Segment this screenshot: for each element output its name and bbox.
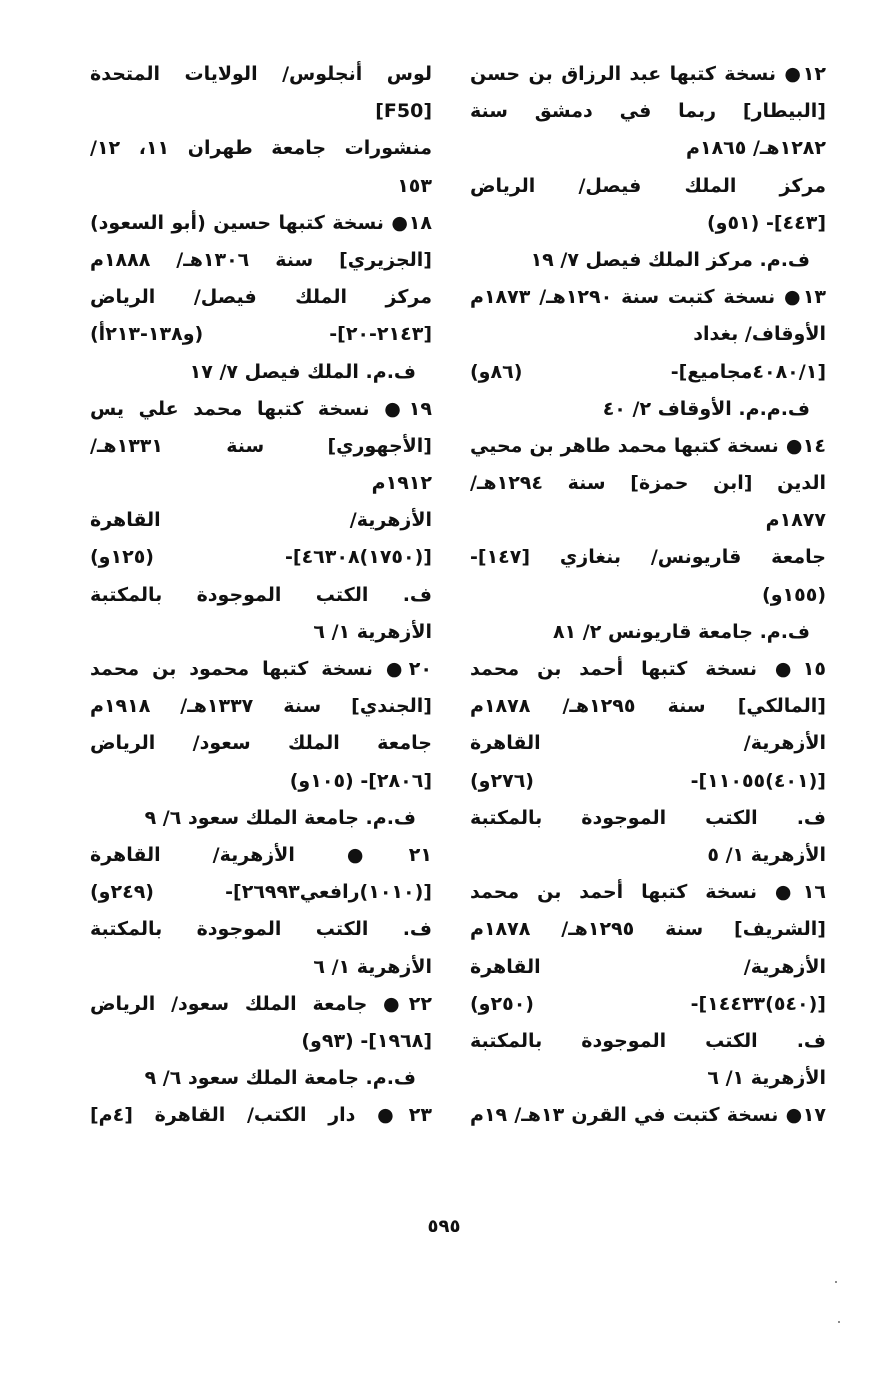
entry-text-line: ١٨٧٧م [765,509,826,532]
entry-text-line: (١٥٥و) [762,583,826,606]
entry-heading-line: ٢١● الأزهرية/ القاهرة [90,843,432,866]
entry-text-line: [الجندي] سنة ١٣٣٧هـ/ ١٩١٨م [90,695,432,718]
entry-reference-line: ف.م. جامعة الملك سعود ٦/ ٩ [144,1067,416,1090]
entry-heading-line: ١٧● نسخة كتبت في القرن ١٣هـ/ ١٩م [470,1104,826,1127]
entry-text-line: [الأجهوري] سنة ١٣٣١هـ/ [90,434,432,457]
entry-text-line: مركز الملك فيصل/ الرياض [470,174,826,197]
entry-text-line: [(١٠١٠)رافعي٢٦٩٩٣]- (٢٤٩و) [90,881,432,904]
entry-text-line: [٢٨٠٦]- (١٠٥و) [289,769,432,792]
entry-reference-line: ف.م.م. الأوقاف ٢/ ٤٠ [602,397,810,420]
entry-text-line: الأزهرية/ القاهرة [90,509,432,532]
entry-text-line: [(١٧٥٠)٤٦٣٠٨]- (١٢٥و) [90,546,432,569]
entry-reference-line: ف.م. جامعة قاريونس ٢/ ٨١ [552,620,810,643]
entry-text-line: الأزهرية ١/ ٦ [707,1067,826,1090]
entry-text-line: جامعة الملك سعود/ الرياض [90,732,432,755]
entry-text-line: [F50] [375,100,432,123]
scan-speck [835,1281,837,1283]
entry-text-line: [المالكي] سنة ١٢٩٥هـ/ ١٨٧٨م [470,695,826,718]
entry-heading-line: ١٤● نسخة كتبها محمد طاهر بن محيي [470,434,826,457]
entry-heading-line: ٢٢● جامعة الملك سعود/ الرياض [90,992,432,1015]
entry-text-line: ف. الكتب الموجودة بالمكتبة [90,918,432,941]
scan-speck [838,1321,840,1323]
entry-text-line: جامعة قاريونس/ بنغازي [١٤٧]- [470,546,826,569]
entry-heading-line: ١٢● نسخة كتبها عبد الرزاق بن حسن [470,63,826,85]
entry-reference-line: ف.م. جامعة الملك سعود ٦/ ٩ [144,806,416,829]
entry-text-line: مركز الملك فيصل/ الرياض [90,286,432,309]
entry-text-line: [(٤٠١)١١٠٥٥]- (٢٧٦و) [470,769,826,792]
entry-text-line: لوس أنجلوس/ الولايات المتحدة [90,63,432,85]
entry-text-line: ف. الكتب الموجودة بالمكتبة [470,806,826,829]
entry-text-line: [الشريف] سنة ١٢٩٥هـ/ ١٨٧٨م [470,918,826,941]
entry-heading-line: ١٥● نسخة كتبها أحمد بن محمد [470,658,826,680]
entry-text-line: الأزهرية/ القاهرة [470,955,826,978]
entry-text-line: منشورات جامعة طهران ١١، ١٢/ [90,137,432,160]
entry-text-line: [الجزيري] سنة ١٣٠٦هـ/ ١٨٨٨م [90,248,432,271]
entry-text-line: [٤٠٨٠/١مجاميع]- (٨٦و) [470,360,826,383]
entry-text-line: [٤٤٣]- (٥١و) [706,211,826,234]
entry-text-line: [١٩٦٨]- (٩٣و) [301,1029,432,1052]
entry-heading-line: ١٣● نسخة كتبت سنة ١٢٩٠هـ/ ١٨٧٣م [470,286,827,309]
entry-text-line: [البيطار] ربما في دمشق سنة [470,100,826,123]
entry-heading-line: ١٩● نسخة كتبها محمد علي يس [90,397,432,420]
entry-text-line: الأزهرية ١/ ٦ [313,955,432,978]
entry-heading-line: ١٨● نسخة كتبها حسين (أبو السعود) [90,211,432,234]
entry-reference-line: ف.م. الملك فيصل ٧/ ١٧ [189,360,416,383]
entry-text-line: ١٩١٢م [371,472,432,495]
left-column [90,56,432,1134]
entry-text-line: الأوقاف/ بغداد [693,323,826,346]
entry-text-line: الأزهرية/ القاهرة [470,732,826,755]
entry-heading-line: ٢٣● دار الكتب/ القاهرة [٤م] [90,1104,432,1127]
entry-text-line: الأزهرية ١/ ٦ [313,620,432,643]
page-number: ٥٩٥ [427,1216,461,1237]
entry-text-line: الأزهرية ١/ ٥ [707,843,826,866]
entry-text-line: ف. الكتب الموجودة بالمكتبة [470,1029,826,1052]
entry-heading-line: ١٦● نسخة كتبها أحمد بن محمد [470,881,826,904]
entry-text-line: ف. الكتب الموجودة بالمكتبة [90,583,432,606]
right-column [470,56,826,1134]
entry-text-line: [٢١٤٣-٢٠]- (و١٣٨-٢١٣أ) [90,323,432,346]
entry-text-line: ١٢٨٢هـ/ ١٨٦٥م [686,137,826,160]
entry-text-line: الدين [ابن حمزة] سنة ١٢٩٤هـ/ [470,472,826,495]
entry-text-line: [(٥٤٠)١٤٤٣٣]- (٢٥٠و) [470,992,826,1015]
entry-heading-line: ٢٠● نسخة كتبها محمود بن محمد [90,658,432,680]
entry-reference-line: ف.م. مركز الملك فيصل ٧/ ١٩ [530,248,810,271]
entry-text-line: ١٥٣ [397,174,432,197]
